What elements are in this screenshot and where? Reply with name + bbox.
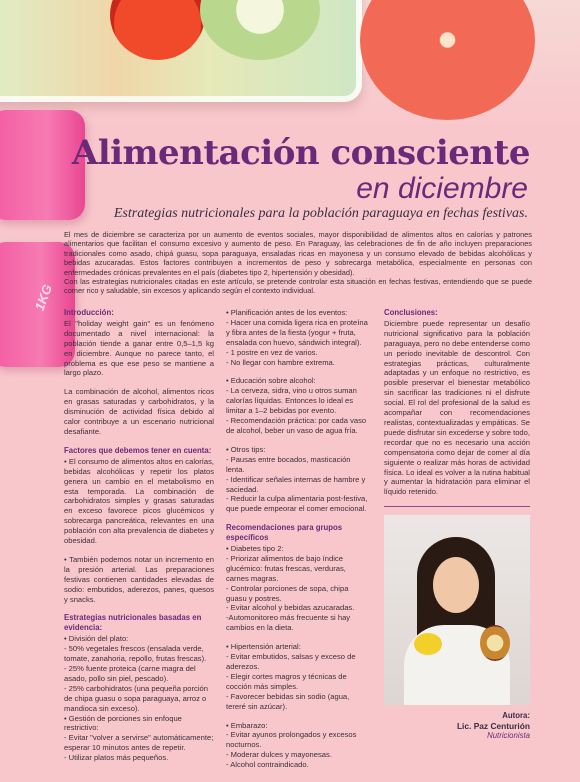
alcohol-list xyxy=(226,376,370,435)
list-item: - 1 postre en vez de varios. xyxy=(226,347,318,357)
list-item: - Pausas entre bocados, masticación lenta. xyxy=(226,454,351,474)
author-credit xyxy=(384,711,530,741)
body-paragraph: El "holiday weight gain" es un fenómeno documentado a nivel internacional: la población tiende a ganar entre 0,5–1,5 kg en diciembre. Aunque no parece tanto, el problema es que ese peso se mantiene a largo plazo. xyxy=(64,318,214,378)
list-item: • Gestión de porciones sin enfoque restrictivo: xyxy=(64,713,182,733)
list-item: - Hacer una comida ligera rica en proteína y fibra antes de la fiesta (yogur + fruta, ensalada con huevo, sándwich integral). xyxy=(226,317,368,347)
article-tagline: Estrategias nutricionales para la población paraguaya en fechas festivas. xyxy=(113,206,528,221)
list-item: - La cerveza, sidra, vino u otros suman calorías líquidas. Entonces lo ideal es limitar a 1–2 bebidas por evento. xyxy=(226,386,357,416)
pregnancy-list xyxy=(226,721,370,771)
list-item: - Controlar porciones de sopa, chipa guasu y postres. xyxy=(226,583,349,603)
list-item: -Automonitoreo más frecuente si hay cambios en la dieta. xyxy=(226,613,351,633)
intro-paragraph: El mes de diciembre se caracteriza por un aumento de eventos sociales, mayor disponibilidad de alimentos altos en calorías y patrones alimentarios que facilitan el consumo excesivo y aumento de peso. En Paraguay, las celebraciones de fin de año incluyen preparaciones tradicionales como asado, chipá guasu, sopa paraguaya, ensaladas ricas en mayonesa y un consumo elevado de bebidas alcohólicas y bebidas azucaradas. Estos factores contribuyen a incrementos de peso y sobrecarga metabólica, especialmente en personas con enfermedades crónicas prevalentes en el país (diabetes tipo 2, hipertensión y obesidad). xyxy=(64,230,532,277)
list-item: - Identificar señales internas de hambre y saciedad. xyxy=(226,474,366,494)
list-item: • Planificación antes de los eventos: xyxy=(226,308,348,317)
list-item: - Priorizar alimentos de bajo índice glucémico: frutas frescas, verduras, carnes magras. xyxy=(226,553,346,583)
body-paragraph: • El consumo de alimentos altos en calorías, bebidas alcohólicas y repetir los platos genera un cambio en el metabolismo en esta temporada. La combinación de carbohidratos simples y grasas saturadas en exceso favorece picos glucémicos y sobrecarga pancreática, relevantes en una población con alta prevalencia de diabetes y obesidad. xyxy=(64,456,214,546)
list-item: - Evitar "volver a servirse" automáticamente; esperar 10 minutos antes de repetir. xyxy=(64,733,214,753)
section-heading: Recomendaciones para grupos específicos xyxy=(226,523,343,543)
list-item: - Evitar ayunos prolongados y excesos nocturnos. xyxy=(226,730,357,750)
list-item: - Evitar alcohol y bebidas azucaradas. xyxy=(226,603,355,613)
strategies-list xyxy=(64,634,214,763)
author-photo xyxy=(384,515,530,705)
hypertension-list xyxy=(226,642,370,711)
list-item: - 25% fuente proteica (carne magra del asado, pollo sin piel, pescado). xyxy=(64,664,196,683)
list-item: - Elegir cortes magros y técnicas de cocción más simples. xyxy=(226,671,347,691)
section-heading: Estrategias nutricionales basadas en evidencia: xyxy=(64,613,202,633)
list-item: - 50% vegetales frescos (ensalada verde, tomate, zanahoria, repollo, frutas frescas). xyxy=(64,644,207,664)
list-item: • Hipertensión arterial: xyxy=(226,642,301,652)
list-item: • Embarazo: xyxy=(226,720,268,730)
list-item: - Evitar embutidos, salsas y exceso de aderezos. xyxy=(226,652,356,671)
section-heading: Introducción: xyxy=(64,308,114,317)
column-right xyxy=(384,308,530,741)
list-item: - Favorecer bebidas sin sodio (agua, tereré sin azúcar). xyxy=(226,691,350,711)
author-label: Autora: xyxy=(502,711,530,721)
body-paragraph: • También podemos notar un incremento en la presión arterial. Las preparaciones festivas contienen cantidades elevadas de sodio: embutidos, aderezos, panes, quesos y snacks. xyxy=(64,554,214,604)
list-item: • Diabetes tipo 2: xyxy=(226,544,284,554)
article-subtitle: en diciembre xyxy=(356,172,528,205)
section-heading: Factores que debemos tener en cuenta: xyxy=(64,445,212,455)
list-item: • Educación sobre alcohol: xyxy=(226,376,316,386)
diabetes-list xyxy=(226,544,370,633)
dumbbell-weight-label: 1KG xyxy=(31,282,55,313)
list-item: - Alcohol contraindicado. xyxy=(226,760,309,770)
section-heading: Conclusiones: xyxy=(384,308,438,317)
list-item: - Recomendación práctica: por cada vaso de alcohol, beber un vaso de agua fría. xyxy=(226,416,367,435)
list-item: - Utilizar platos más pequeños. xyxy=(64,753,169,763)
header-food-photo xyxy=(0,0,580,125)
list-item: - Reducir la culpa alimentaria post-festiva, que puede empeorar el comer emocional. xyxy=(226,494,368,514)
column-left xyxy=(64,308,214,763)
list-item: - 25% carbohidratos (una pequeña porción de chipa guasu o sopa paraguaya, arroz o mandioca sin exceso). xyxy=(64,683,208,713)
intro-block xyxy=(64,230,532,296)
grapefruit-image xyxy=(360,0,535,120)
list-item: - Moderar dulces y mayonesas. xyxy=(226,750,332,760)
list-item: - No llegar con hambre extrema. xyxy=(226,357,335,367)
divider xyxy=(384,506,530,507)
intro-paragraph: Con las estrategias nutricionales citadas en este artículo, se pretende controlar esta situación en fechas festivas, entendiendo que se puede comer rico y saludable, sin excesos y aplicando según el contexto individual. xyxy=(64,277,532,296)
column-middle xyxy=(226,308,370,770)
list-item: • División del plato: xyxy=(64,634,129,644)
list-item: • Otros tips: xyxy=(226,444,266,454)
planning-list xyxy=(226,308,370,367)
body-paragraph: La combinación de alcohol, alimentos ricos en grasas saturadas y carbohidratos, y la disminución de actividad física debido al calor contribuye a un escenario nutricional desafiante. xyxy=(64,387,214,436)
author-role: Nutricionista xyxy=(487,731,530,741)
body-paragraph: Diciembre puede representar un desafío nutricional significativo para la población paraguaya, pero no debe entenderse como un periodo inevitable de descontrol. Con estrategias prácticas, culturalmente adaptadas y un enfoque no restrictivo, es posible preservar el bienestar metabólico sin sacrificar las tradiciones ni el disfrute social. El rol del profesional de la salud es acompañar con recomendaciones realistas, contextualizadas y empáticas. Se puede disfrutar sin excederse y sobre todo, recordar que no es necesario una acción compensatoria como dejar de comer al día siguiente o realizar más horas de actividad física. Lo ideal es volver a la rutina habitual y aumentar la hidratación para eliminar el líquido retenido. xyxy=(384,318,530,497)
author-name: Lic. Paz Centurión xyxy=(456,721,530,732)
tips-list xyxy=(226,445,370,514)
article-title: Alimentación consciente xyxy=(71,133,530,173)
